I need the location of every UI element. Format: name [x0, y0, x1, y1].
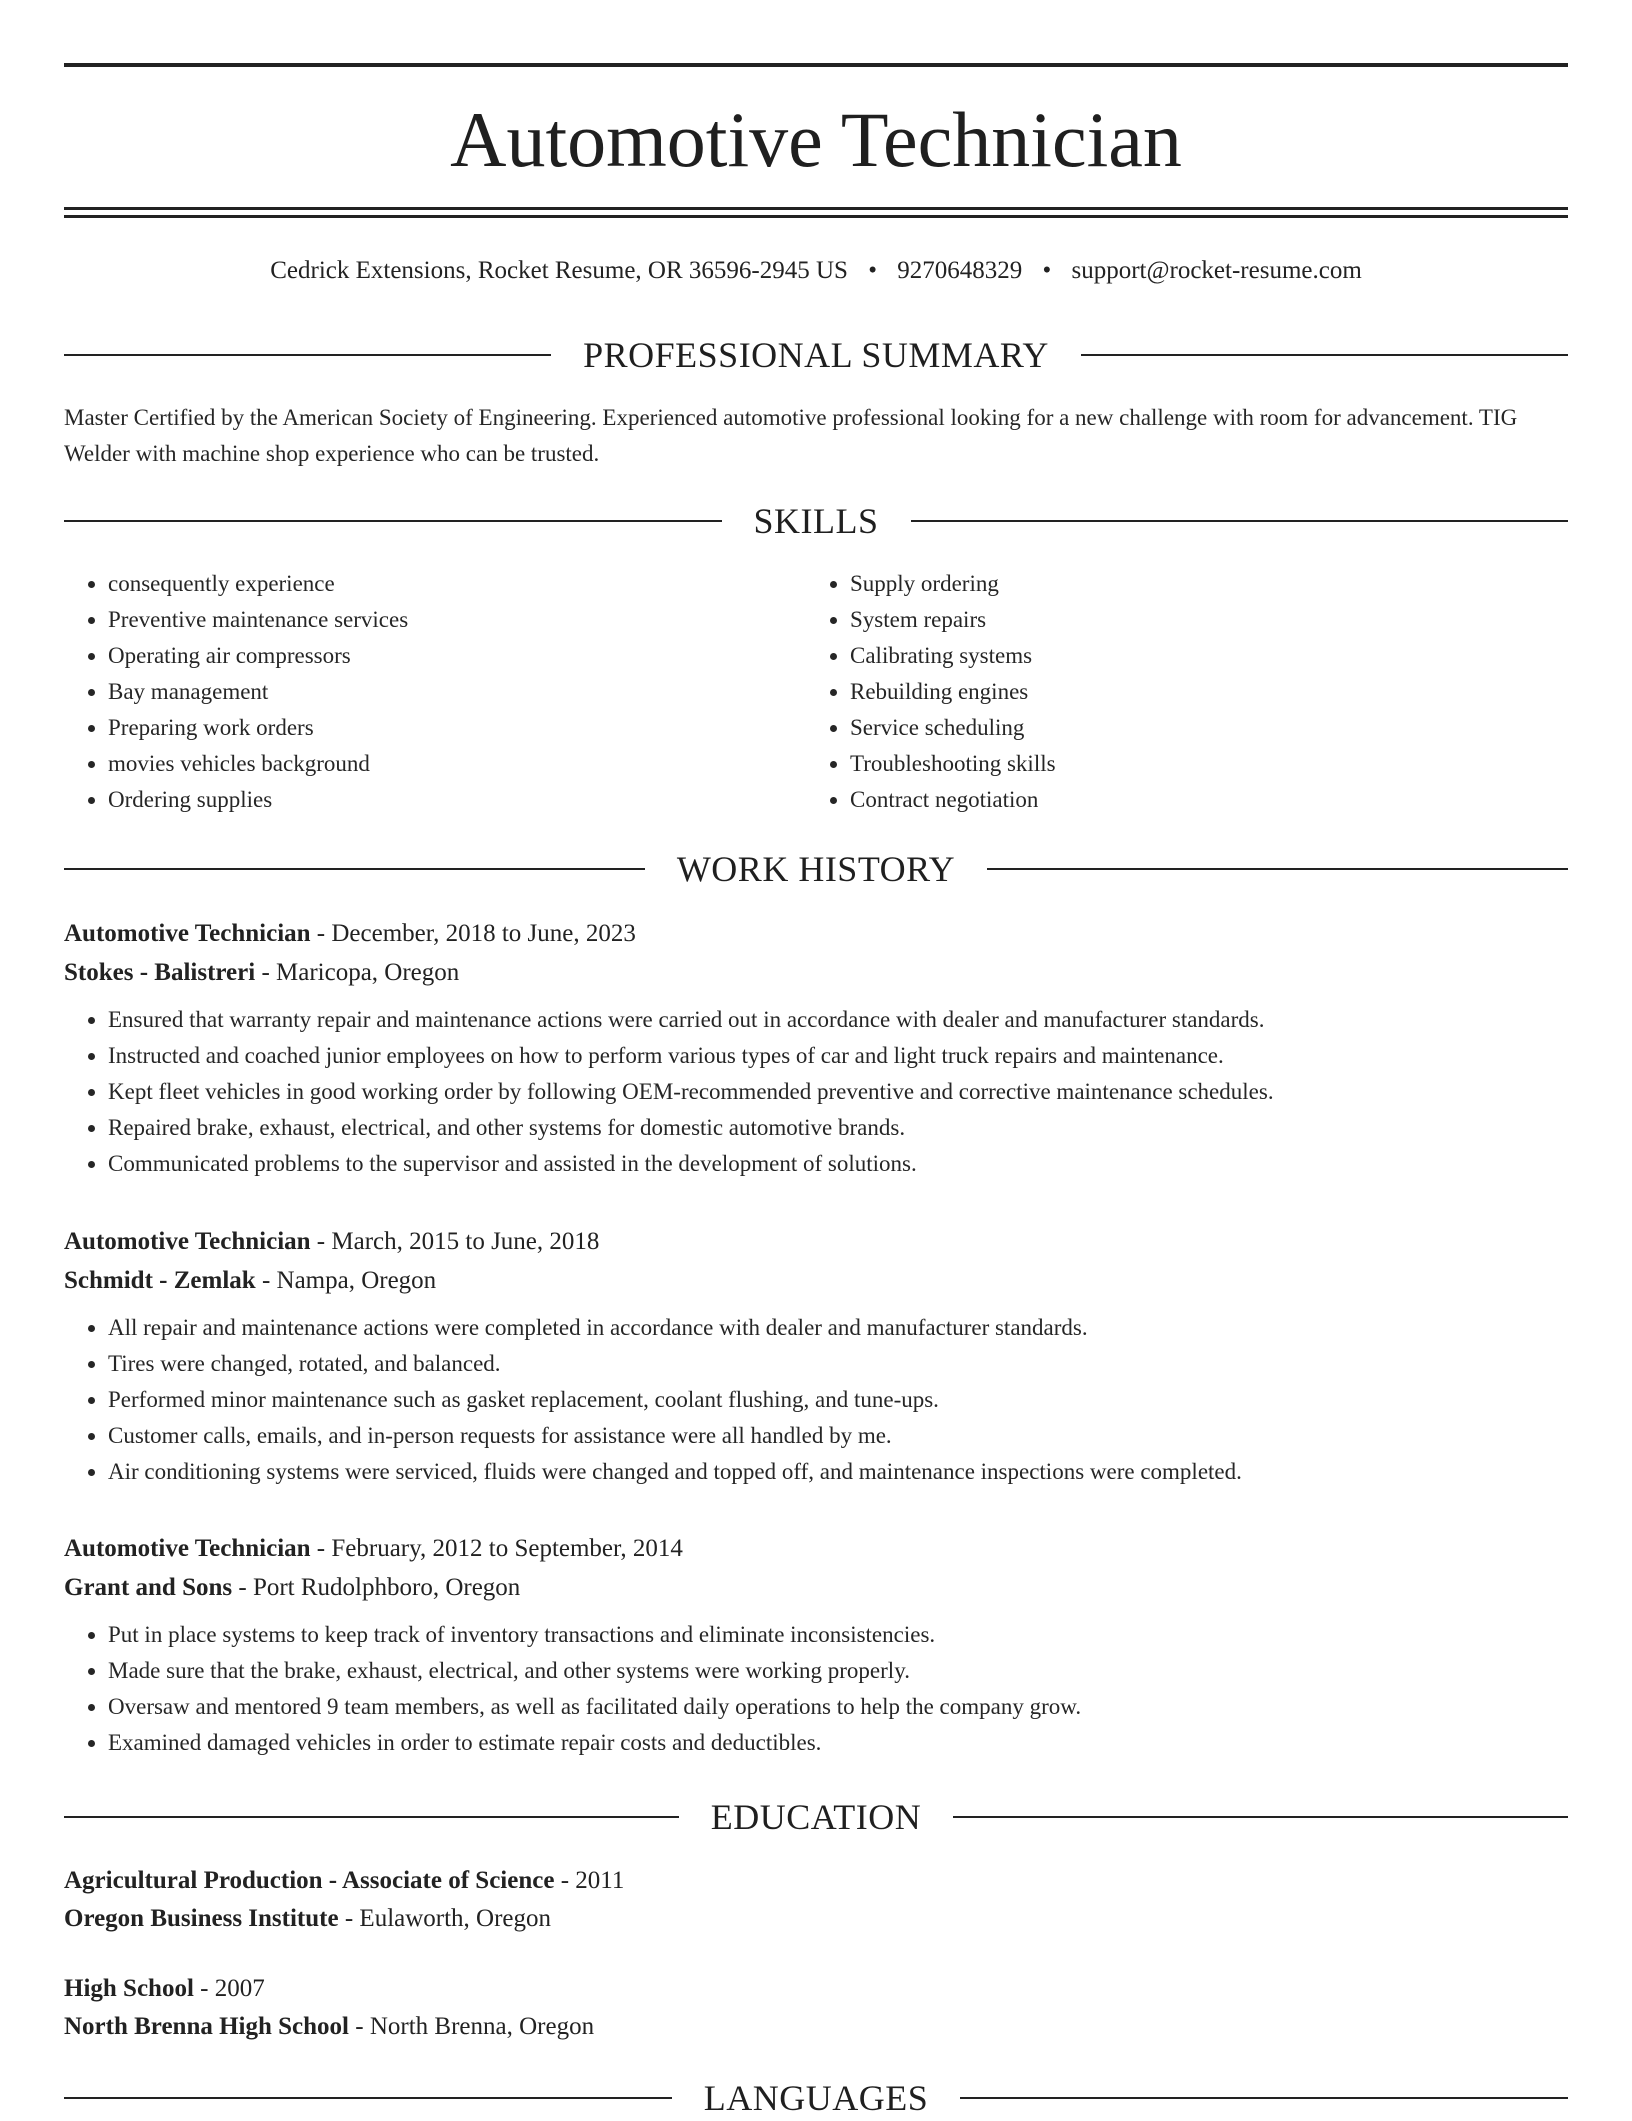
skill-item: • Ordering supplies — [108, 782, 806, 818]
section-title: WORK HISTORY — [676, 849, 956, 889]
duty-item: • Made sure that the brake, exhaust, electrical, and other systems were working properly. — [108, 1653, 1568, 1689]
job-title: Automotive Technician — [64, 1228, 311, 1255]
job-company-line — [64, 1568, 1568, 1607]
skills-list — [64, 566, 1568, 818]
duty-item: • Examined damaged vehicles in order to estimate repair costs and deductibles. — [108, 1725, 1568, 1761]
top-rule — [64, 63, 1568, 67]
job-title-line — [64, 1222, 1568, 1261]
section-rule — [64, 520, 722, 522]
skill-item: • System repairs — [850, 602, 1548, 638]
education-entry — [64, 1862, 1568, 1938]
skills-column-right — [806, 566, 1548, 818]
job-duties — [64, 1310, 1568, 1490]
section-title: EDUCATION — [710, 1797, 922, 1837]
section-rule — [64, 868, 645, 870]
duty-item: • Ensured that warranty repair and maintenance actions were carried out in accordance with dealer and manufacturer standards. — [108, 1002, 1568, 1038]
skill-item: • Calibrating systems — [850, 638, 1548, 674]
section-header-summary — [64, 332, 1568, 378]
section-title: PROFESSIONAL SUMMARY — [583, 335, 1049, 375]
skill-item: • Contract negotiation — [850, 782, 1548, 818]
duty-item: • Communicated problems to the supervisor and assisted in the development of solutions. — [108, 1146, 1568, 1182]
duty-item: • Performed minor maintenance such as gasket replacement, coolant flushing, and tune-ups. — [108, 1382, 1568, 1418]
contact-email: support@rocket-resume.com — [1071, 257, 1362, 284]
job-location: - Maricopa, Oregon — [255, 959, 460, 986]
section-rule — [64, 2097, 672, 2099]
job-title-line — [64, 914, 1568, 953]
job-entry — [64, 1222, 1568, 1490]
job-company: Stokes - Balistreri — [64, 959, 256, 986]
degree-name: High School — [64, 1975, 194, 2002]
job-entry — [64, 1529, 1568, 1761]
job-company-line — [64, 953, 1568, 992]
contact-separator: • — [868, 257, 877, 284]
job-duties — [64, 1002, 1568, 1182]
page-title: Automotive Technician — [450, 96, 1182, 183]
duty-item: • Air conditioning systems were serviced, fluids were changed and topped off, and maintenance inspections were completed. — [108, 1454, 1568, 1490]
skill-item: • Rebuilding engines — [850, 674, 1548, 710]
section-header-skills — [64, 498, 1568, 544]
section-rule — [1081, 354, 1568, 356]
section-header-education — [64, 1794, 1568, 1840]
job-company-line — [64, 1261, 1568, 1300]
section-rule — [987, 868, 1568, 870]
job-company: Schmidt - Zemlak — [64, 1267, 256, 1294]
school-name: Oregon Business Institute — [64, 1905, 339, 1932]
degree-name: Agricultural Production - Associate of Science — [64, 1867, 555, 1894]
duty-item: • Tires were changed, rotated, and balanced. — [108, 1346, 1568, 1382]
job-location: - Nampa, Oregon — [255, 1267, 437, 1294]
education-entry — [64, 1970, 1568, 2046]
degree-year: - 2011 — [554, 1867, 625, 1894]
section-title: LANGUAGES — [703, 2078, 929, 2118]
section-rule — [64, 354, 551, 356]
section-rule — [953, 1816, 1568, 1818]
skill-item: • Troubleshooting skills — [850, 746, 1548, 782]
degree-line — [64, 1970, 1568, 2008]
skills-column-left — [64, 566, 806, 818]
section-rule — [64, 1816, 679, 1818]
job-dates: - March, 2015 to June, 2018 — [310, 1228, 600, 1255]
duty-item: • Repaired brake, exhaust, electrical, and other systems for domestic automotive brands. — [108, 1110, 1568, 1146]
duty-item: • Kept fleet vehicles in good working order by following OEM-recommended preventive and corrective maintenance schedules. — [108, 1074, 1568, 1110]
contact-phone: 9270648329 — [897, 257, 1023, 284]
title-rule-upper — [64, 207, 1568, 210]
job-entry — [64, 914, 1568, 1182]
section-header-languages — [64, 2075, 1568, 2121]
job-title: Automotive Technician — [64, 920, 311, 947]
degree-year: - 2007 — [193, 1975, 265, 2002]
skill-item: • Preparing work orders — [108, 710, 806, 746]
job-dates: - December, 2018 to June, 2023 — [310, 920, 636, 947]
duty-item: • Instructed and coached junior employees on how to perform various types of car and light truck repairs and maintenance. — [108, 1038, 1568, 1074]
job-title: Automotive Technician — [64, 1535, 311, 1562]
contact-address: Cedrick Extensions, Rocket Resume, OR 36596-2945 US — [270, 257, 848, 284]
school-location: - Eulaworth, Oregon — [338, 1905, 552, 1932]
section-title: SKILLS — [753, 501, 879, 541]
duty-item: • Oversaw and mentored 9 team members, as well as facilitated daily operations to help the company grow. — [108, 1689, 1568, 1725]
duty-item: • Put in place systems to keep track of inventory transactions and eliminate inconsistencies. — [108, 1617, 1568, 1653]
job-location: - Port Rudolphboro, Oregon — [232, 1574, 521, 1601]
school-name: North Brenna High School — [64, 2013, 349, 2040]
job-company: Grant and Sons — [64, 1574, 233, 1601]
job-duties — [64, 1617, 1568, 1761]
skill-item: • Supply ordering — [850, 566, 1548, 602]
section-rule — [960, 2097, 1568, 2099]
skill-item: • Operating air compressors — [108, 638, 806, 674]
school-location: - North Brenna, Oregon — [349, 2013, 595, 2040]
contact-separator: • — [1042, 257, 1052, 284]
section-header-work — [64, 846, 1568, 892]
contact-line — [64, 253, 1568, 289]
skill-item: • Service scheduling — [850, 710, 1548, 746]
skill-item: • Bay management — [108, 674, 806, 710]
duty-item: • Customer calls, emails, and in-person requests for assistance were all handled by me. — [108, 1418, 1568, 1454]
school-line — [64, 1900, 1568, 1938]
skill-item: • Preventive maintenance services — [108, 602, 806, 638]
job-title-line — [64, 1529, 1568, 1568]
skill-item: • consequently experience — [108, 566, 806, 602]
title-rule-lower — [64, 215, 1568, 218]
section-rule — [911, 520, 1569, 522]
skill-item: • movies vehicles background — [108, 746, 806, 782]
degree-line — [64, 1862, 1568, 1900]
summary-text: Master Certified by the American Society of Engineering. Experienced automotive professional looking for a new challenge with room for advancement. TIG Welder with machine shop experience who can be trusted. — [64, 405, 1518, 466]
duty-item: • All repair and maintenance actions were completed in accordance with dealer and manufacturer standards. — [108, 1310, 1568, 1346]
school-line — [64, 2008, 1568, 2046]
job-dates: - February, 2012 to September, 2014 — [310, 1535, 683, 1562]
